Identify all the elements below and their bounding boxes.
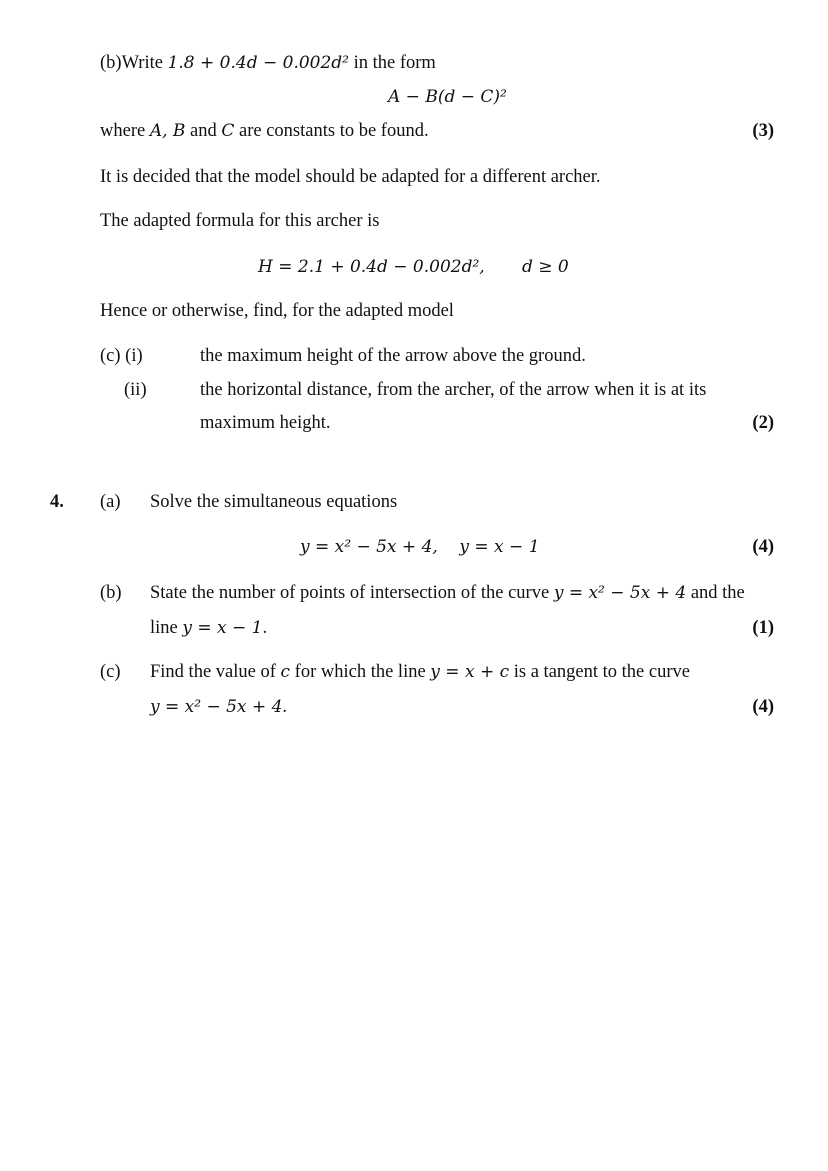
part-label: (b)	[100, 53, 122, 73]
expression: 1.8 + 0.4d − 0.002d²	[167, 53, 349, 73]
text: are constants to be found.	[234, 121, 429, 141]
marks: (4)	[752, 697, 774, 717]
intro-text: The adapted formula for this archer is	[100, 211, 380, 231]
equations: y = x² − 5x + 4, y = x − 1	[300, 537, 540, 557]
text: is a tangent to the curve	[509, 662, 690, 682]
where-line	[100, 120, 429, 142]
text: .	[262, 618, 268, 638]
constant: C	[221, 121, 235, 141]
marks: (2)	[752, 413, 774, 433]
marks: (1)	[752, 618, 774, 638]
line-eq: y = x − 1	[182, 618, 263, 638]
text: State the number of points of intersection of the curve	[150, 583, 554, 603]
constants: A, B	[149, 121, 186, 141]
intro-text: It is decided that the model should be adapted for a different archer.	[100, 167, 601, 187]
question-text	[150, 617, 267, 639]
curve: y = x² − 5x + 4	[553, 583, 687, 603]
text: .	[282, 697, 288, 717]
text: Write	[121, 53, 168, 73]
variable: c	[280, 662, 291, 682]
question-text: Solve the simultaneous equations	[150, 492, 398, 512]
text: line	[150, 618, 183, 638]
formula: H = 2.1 + 0.4d − 0.002d²,	[258, 257, 485, 277]
text: Find the value of	[150, 662, 281, 682]
question-text: maximum height.	[200, 413, 331, 433]
part-label: (a)	[100, 492, 121, 512]
hence-text: Hence or otherwise, find, for the adapted model	[100, 301, 454, 321]
question-text	[150, 661, 690, 683]
question-number: 4.	[50, 492, 64, 512]
text: where	[100, 121, 150, 141]
target-form: A − B(d − C)²	[388, 87, 507, 107]
text: in the form	[349, 53, 436, 73]
part-label: (c) (i)	[100, 346, 143, 366]
part-label: (ii)	[124, 380, 147, 400]
q3b-line	[100, 52, 436, 74]
part-label: (c)	[100, 662, 121, 682]
question-text: the horizontal distance, from the archer, of the arrow when it is at its	[200, 380, 707, 400]
curve: y = x² − 5x + 4	[150, 697, 283, 717]
formula-condition: d ≥ 0	[522, 257, 569, 277]
question-text: the maximum height of the arrow above the ground.	[200, 346, 586, 366]
part-label: (b)	[100, 583, 122, 603]
text: and	[185, 121, 222, 141]
question-text	[150, 582, 745, 604]
text: for which the line	[290, 662, 431, 682]
text: and the	[686, 583, 745, 603]
question-text	[150, 696, 287, 718]
marks: (4)	[752, 537, 774, 557]
marks: (3)	[752, 121, 774, 141]
line-eq: y = x + c	[430, 662, 510, 682]
